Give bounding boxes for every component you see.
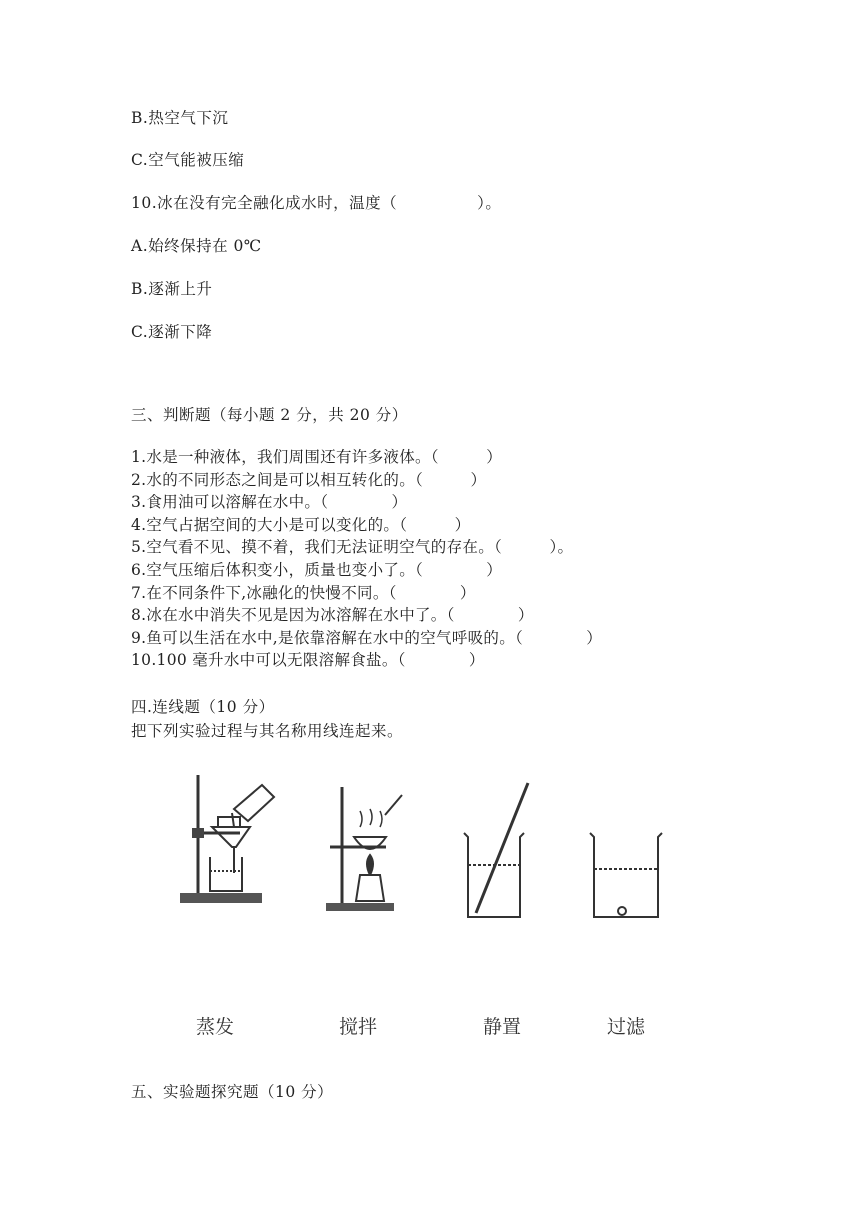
judge-item: 1.水是一种液体，我们周围还有许多液体。（ ） — [131, 448, 503, 466]
q10-option-c: C.逐渐下降 — [131, 323, 213, 341]
section3-title: 三、判断题（每小题 2 分，共 20 分） — [131, 406, 408, 424]
judge-item: 9.鱼可以生活在水中,是依靠溶解在水中的空气呼吸的。（ ） — [131, 628, 603, 647]
evaporation-apparatus-icon — [326, 787, 402, 911]
judge-item: 10.100 毫升水中可以无限溶解食盐。（ ） — [131, 651, 485, 670]
q9-option-b: B.热空气下沉 — [131, 109, 229, 127]
section5-title: 五、实验题探究题（10 分） — [131, 1083, 334, 1101]
settling-beaker-icon — [590, 833, 662, 917]
q10-stem: 10.冰在没有完全融化成水时，温度（ ）。 — [131, 194, 502, 212]
experiment-figure — [170, 765, 690, 925]
filtration-apparatus-icon — [180, 775, 274, 903]
judge-item: 2.水的不同形态之间是可以相互转化的。（ ） — [131, 470, 487, 489]
label-filtration: 过滤 — [607, 1016, 646, 1038]
label-stirring: 搅拌 — [339, 1016, 378, 1038]
judge-item: 7.在不同条件下,冰融化的快慢不同。（ ） — [131, 583, 476, 602]
judge-item: 5.空气看不见、摸不着，我们无法证明空气的存在。（ ）。 — [131, 538, 574, 557]
q9-option-c: C.空气能被压缩 — [131, 151, 245, 169]
label-settling: 静置 — [483, 1016, 522, 1038]
section4-instruction: 把下列实验过程与其名称用线连起来。 — [131, 722, 404, 740]
judge-item: 6.空气压缩后体积变小，质量也变小了。（ ） — [131, 560, 503, 579]
judge-list — [131, 446, 602, 672]
judge-item: 3.食用油可以溶解在水中。（ ） — [131, 493, 408, 512]
stirring-beaker-icon — [464, 783, 528, 917]
section4-title: 四.连线题（10 分） — [131, 698, 275, 716]
label-evaporation: 蒸发 — [196, 1016, 235, 1038]
q10-option-a: A.始终保持在 0℃ — [131, 237, 262, 255]
judge-item: 4.空气占据空间的大小是可以变化的。（ ） — [131, 515, 471, 534]
q10-option-b: B.逐渐上升 — [131, 280, 213, 298]
judge-item: 8.冰在水中消失不见是因为冰溶解在水中了。（ ） — [131, 606, 534, 625]
